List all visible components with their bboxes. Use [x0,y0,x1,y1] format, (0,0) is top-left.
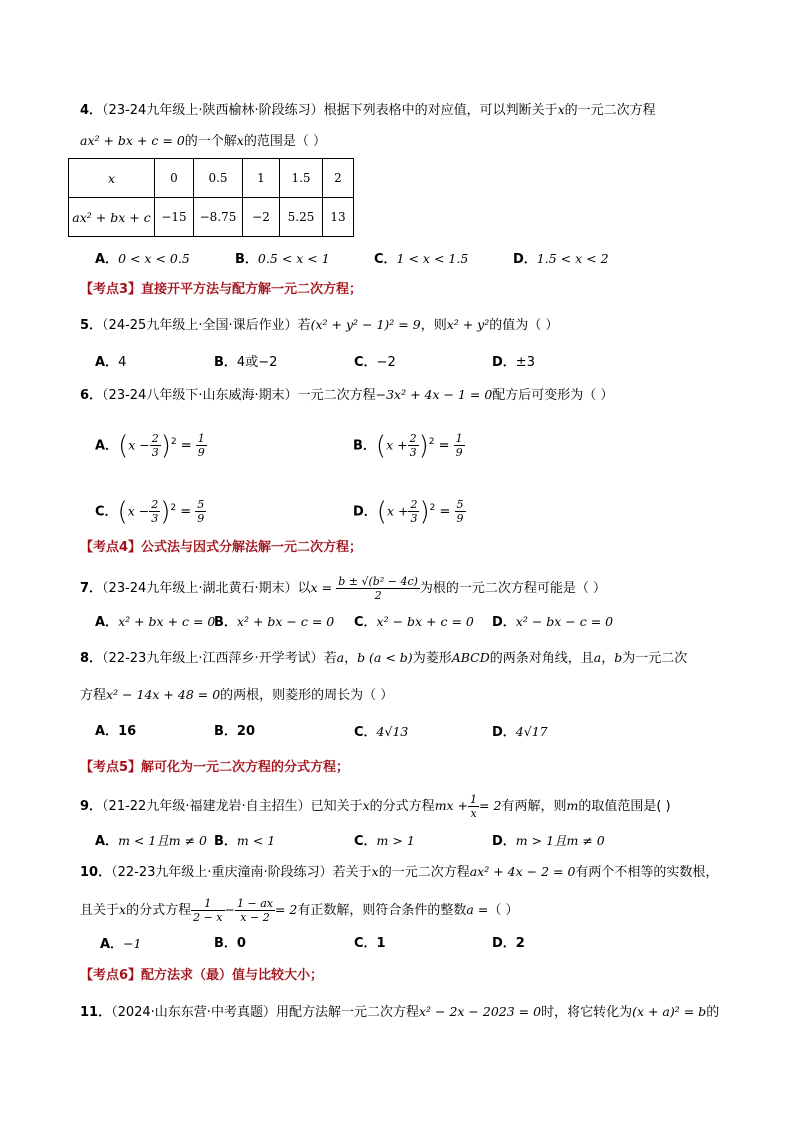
q5-option-c[interactable] [354,353,396,373]
frac-den: x [470,807,477,820]
q4-text4: 的范围是（ ） [243,134,326,149]
option-text: 4√17 [515,724,548,739]
option-label: D． [353,504,377,520]
frac-num: 2 [151,432,159,446]
q6-source: （23-24八年级下·山东威海·期末） [102,388,298,403]
q10-aeq: a = [466,902,489,917]
q10-option-b[interactable] [214,934,246,954]
q6-option-c[interactable]: C．(x − $\frac{2}{3}$ )$^2$ = $\frac{5}{9}$ [95,496,205,527]
frac-den: 3 [410,512,418,526]
frac-num: 2 [409,432,417,446]
q11-source: （2024·山东东营·中考真题） [111,1005,276,1020]
q9-text1: 已知关于 [310,799,363,814]
option-text: −1 [123,936,142,951]
frac-den: 3 [151,446,159,460]
option-label: D． [492,615,516,630]
option-text: ±3 [515,355,535,370]
section-header-4: 【考点4】公式法与因式分解法解一元二次方程； [80,540,363,555]
option-text: 2 [515,936,525,951]
option-label: C． [95,504,118,520]
option-text: 1.5 < x < 2 [536,251,609,266]
power-2: 2 [170,437,177,447]
table-cell: 13 [323,198,354,237]
right-paren: ) [418,430,429,461]
q11-line1 [80,1002,719,1023]
option-label: D． [513,252,537,267]
q6-option-b[interactable]: B．(x + $\frac{2}{3}$ )$^2$ = $\frac{1}{9}$ [353,430,463,461]
option-text: 0 < x < 0.5 [118,251,190,266]
frac-den: 9 [456,512,464,526]
option-label: B． [214,615,237,630]
q10-line1 [80,862,718,883]
option-sign: x + [386,437,408,453]
q9-number: 9． [80,799,103,814]
q10-option-a[interactable] [100,934,142,955]
q4-source: （23-24九年级上·陕西榆林·阶段练习） [102,103,324,118]
option-text: 16 [118,724,137,739]
q9-option-c[interactable] [354,831,415,852]
q7-source: （23-24九年级上·湖北黄石·期末） [102,581,298,596]
q9-option-a[interactable] [95,831,207,852]
q4-text1: 根据下列表格中的对应值，可以判断关于 [323,103,558,118]
q9-text4: 的取值范围是( ) [578,799,671,814]
option-label: A． [95,252,119,267]
fraction [454,432,465,459]
table-row [69,198,354,237]
table-cell: 0 [155,159,194,198]
frac-num: 2 [410,498,418,512]
q9-var: x [362,798,370,813]
q5-expr: (x² + y² − 1)² = 9 [310,317,421,332]
frac-den: 3 [151,512,159,526]
option-label: D． [492,834,516,849]
q8-text7: 方程 [80,688,107,703]
q4-value-table [68,158,354,237]
q8-option-d[interactable] [492,722,548,743]
option-text: 1 < x < 1.5 [396,251,469,266]
q10-text1: 若关于 [332,865,372,880]
q10-option-d[interactable] [492,934,525,954]
option-label: B． [214,834,237,849]
q7-option-c[interactable] [354,612,474,633]
option-label: A． [95,355,119,370]
q4-text2: 的一元二次方程 [564,103,656,118]
q6-option-a[interactable]: A．(x − $\frac{2}{3}$ )$^2$ = $\frac{1}{9}$ [95,430,205,461]
q8-expr: x² − 14x + 48 = 0 [106,687,221,702]
option-text: x² − bx − c = 0 [515,614,614,629]
option-label: C． [354,725,377,740]
frac-den: 9 [197,512,205,526]
q5-text3: 的值为（ ） [489,318,559,333]
option-label: C． [354,834,377,849]
option-sign: x − [127,503,150,519]
q5-option-b[interactable] [214,353,277,373]
q8-text6: 为一元二次 [622,651,688,666]
q5-source: （24-25九年级上·全国·课后作业） [102,318,298,333]
q6-number: 6． [80,388,103,403]
fraction [408,432,419,459]
option-label: B． [214,936,237,951]
q6-line1 [80,385,613,406]
fraction [455,498,466,525]
q4-var: x [557,102,565,117]
frac-num: 1 [197,432,205,446]
q6-option-d[interactable]: D．(x + $\frac{2}{3}$ )$^2$ = $\frac{5}{9}$ [353,496,464,527]
table-cell: −15 [155,198,194,237]
q10-fraction-1 [191,897,224,924]
q9-option-d[interactable] [492,831,605,852]
frac-den: x − 2 [240,911,270,924]
option-label: C． [374,252,397,267]
option-label: B． [353,438,376,454]
q4-equation: ax² + bx + c = 0 [80,133,185,148]
q8-option-c[interactable] [354,722,408,743]
q8-abcd: ABCD [451,650,490,665]
q10-text5: 的分式方程 [126,903,192,918]
q9-text3: 有两解，则 [501,799,567,814]
right-paren: ) [160,430,171,461]
section-header-5: 【考点5】解可化为一元二次方程的分式方程； [80,760,350,775]
frac-num: 1 [455,432,463,446]
section-header-3: 【考点3】直接开平方法与配方解一元二次方程； [80,282,363,297]
q5-text1: 若 [297,318,311,333]
q7-text2: 为根的一元二次方程可能是（ ） [419,581,607,596]
option-label: B． [214,724,237,739]
q10-text2: 的一元二次方程 [378,865,470,880]
frac-num: 5 [456,498,464,512]
q11-number: 11． [80,1005,112,1020]
left-paren: ( [375,430,387,461]
fraction [150,432,161,459]
table-cell: 5.25 [280,198,323,237]
table-cell: −8.75 [194,198,243,237]
q11-expr2: (x + a)² = b [632,1004,707,1019]
power-2: 2 [429,503,436,513]
option-text: 0 [236,936,246,951]
q4-number: 4． [80,103,103,118]
power-2: 2 [170,503,177,513]
q6-text1: 一元二次方程 [297,388,376,403]
option-text: x² + bx − c = 0 [236,614,335,629]
q8-text4: 的两条对角线，且 [489,651,594,666]
q10-line2 [80,891,518,929]
option-label: D． [492,725,516,740]
frac-den: 3 [409,446,417,460]
frac-den: 9 [455,446,463,460]
option-label: C． [354,936,377,951]
q8-text8: 的两根，则菱形的周长为（ ） [220,688,394,703]
q5-option-d[interactable] [492,353,535,373]
option-label: A． [95,724,119,739]
q5-line1 [80,315,558,336]
q9-fraction [468,793,479,820]
q9-mx: mx + [434,798,469,813]
option-label: B． [214,355,237,370]
q9-line1 [80,788,671,824]
fraction [149,498,160,525]
frac-num: b ± √(b² − 4c) [338,575,418,588]
q7-text1: 以 [297,581,311,596]
q8-line2 [80,685,393,706]
option-label: A． [95,615,119,630]
q4-var2: x [236,133,244,148]
frac-num: 1 [470,793,478,806]
fraction [195,498,206,525]
option-text: m < 1且m ≠ 0 [118,833,208,848]
option-label: B． [235,252,258,267]
q8-line1 [80,648,687,669]
q8-text3: 为菱形 [412,651,452,666]
q9-eq2: = 2 [479,798,502,813]
q9-source: （21-22九年级·福建龙岩·自主招生） [102,799,311,814]
table-cell: ax² + bx + c [69,198,155,237]
q10-var2: x [119,902,127,917]
q5-expr2: x² + y² [446,317,490,332]
q8-b: b (a < b) [357,650,413,665]
table-cell: 0.5 [194,159,243,198]
q8-number: 8． [80,651,103,666]
q8-text1: 若 [323,651,337,666]
q7-number: 7． [80,581,103,596]
q10-text7: （ ） [488,903,519,918]
table-cell: 1 [243,159,280,198]
option-label: A． [95,438,119,454]
q4-text3: 的一个解 [184,134,237,149]
table-cell: −2 [243,198,280,237]
q5-option-a[interactable] [95,353,126,373]
option-text: 4√13 [376,724,409,739]
q5-text2: ，则 [420,318,447,333]
q4-line2 [80,131,326,152]
table-row [69,159,354,198]
option-label: A． [100,937,124,952]
q4-option-d[interactable] [513,249,609,270]
option-label: D． [492,936,516,951]
q10-text3: 有两个不相等的实数根， [575,865,719,880]
option-text: −2 [376,355,396,370]
frac-den: 2 − x [193,911,223,924]
q7-line1 [80,568,606,608]
fraction [196,432,207,459]
q6-expr: −3x² + 4x − 1 = 0 [375,387,493,402]
option-label: D． [492,355,516,370]
q10-expr: ax² + 4x − 2 = 0 [469,864,576,879]
q4-option-a[interactable] [95,249,190,270]
q4-option-c[interactable] [374,249,468,270]
left-paren: ( [117,496,128,527]
q10-option-c[interactable] [354,934,386,954]
option-sign: x − [128,437,150,453]
q8-a: a [336,650,345,665]
q11-text3: 的 [706,1005,720,1020]
q11-text1: 用配方法解一元二次方程 [275,1005,419,1020]
q11-text2: 时，将它转化为 [541,1005,633,1020]
left-paren: ( [118,430,129,461]
option-label: A． [95,834,119,849]
q10-var: x [371,864,379,879]
option-label: C． [354,355,377,370]
q11-expr: x² − 2x − 2023 = 0 [418,1004,542,1019]
q7-option-b[interactable] [214,612,334,633]
q8-text5: ， [601,651,615,666]
q4-line1 [80,100,656,121]
option-text: 1 [376,936,386,951]
q4-option-b[interactable] [235,249,330,270]
table-cell: 2 [323,159,354,198]
q7-option-a[interactable] [95,612,215,633]
q10-minus: − [224,902,235,917]
option-text: 0.5 < x < 1 [257,251,330,266]
q7-xeq: x = [310,580,333,595]
q10-fraction-2 [235,897,275,924]
q10-eq2: = 2 [274,902,298,917]
option-text: 20 [236,724,256,739]
q5-number: 5． [80,318,103,333]
option-text: x² + bx + c = 0 [118,614,216,629]
q7-option-d[interactable] [492,612,613,633]
option-text: m > 1 [376,833,415,848]
q6-text2: 配方后可变形为（ ） [492,388,614,403]
left-paren: ( [376,496,387,527]
option-text: 4或−2 [236,355,278,370]
q9-option-b[interactable] [214,831,275,852]
option-text: x² − bx + c = 0 [376,614,474,629]
frac-num: 1 [191,897,224,911]
frac-num: 1 − ax [237,897,273,910]
option-sign: x + [386,503,409,519]
q7-fraction [336,575,420,602]
fraction [408,498,419,525]
q10-number: 10． [80,865,112,880]
q8-a2: a [593,650,602,665]
frac-num: 5 [197,498,205,512]
power-2: 2 [428,437,435,447]
table-cell: 1.5 [280,159,323,198]
q8-source: （22-23九年级上·江西萍乡·开学考试） [102,651,324,666]
option-label: C． [354,615,377,630]
q8-b2: b [614,650,623,665]
q9-m: m [566,798,579,813]
frac-den: 9 [197,446,205,460]
right-paren: ) [419,496,430,527]
table-cell: x [69,159,155,198]
option-text: 4 [118,355,127,370]
option-text: m < 1 [236,833,276,848]
q10-text4: 且关于 [80,903,120,918]
frac-den: 2 [374,589,382,602]
q10-text6: 有正数解，则符合条件的整数 [297,903,467,918]
frac-num: 2 [151,498,159,512]
section-header-6: 【考点6】配方法求（最）值与比较大小； [80,968,324,983]
option-text: m > 1且m ≠ 0 [515,833,605,848]
right-paren: ) [160,496,171,527]
q8-option-b[interactable] [214,722,255,742]
q9-text2: 的分式方程 [369,799,435,814]
q10-source: （22-23九年级上·重庆潼南·阶段练习） [111,865,333,880]
q8-text2: ， [344,651,358,666]
q8-option-a[interactable] [95,722,136,742]
